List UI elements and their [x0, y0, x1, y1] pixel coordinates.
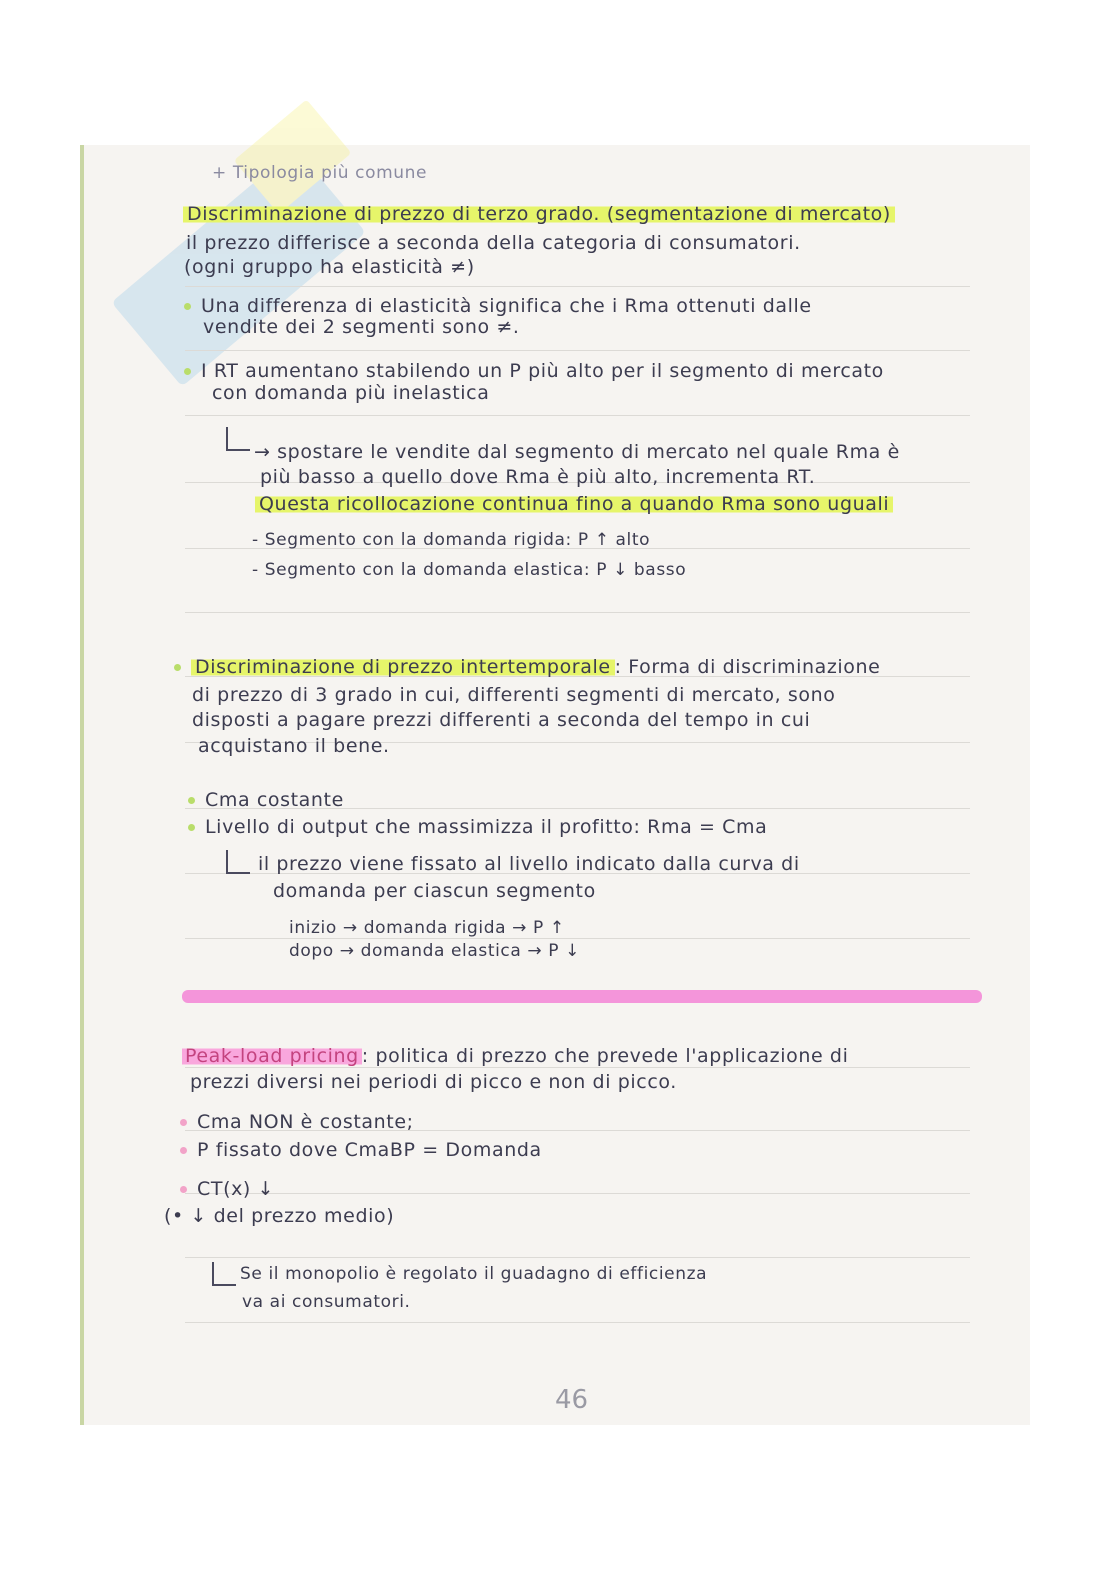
text-line: acquistano il bene. [198, 735, 390, 757]
bullet-text: I RT aumentano stabilendo un P più alto per il segmento di mercato [201, 360, 884, 382]
text-line: va ai consumatori. [242, 1292, 411, 1312]
bullet-dot-icon [184, 303, 191, 310]
text-line: prezzi diversi nei periodi di picco e non di picco. [190, 1071, 677, 1093]
dash-item: - Segmento con la domanda elastica: P ↓ basso [252, 560, 687, 580]
text-line: disposti a pagare prezzi differenti a seconda del tempo in cui [192, 709, 811, 731]
text-line: vendite dei 2 segmenti sono ≠. [203, 316, 520, 338]
bullet-dot-icon [188, 824, 195, 831]
text-line: → spostare le vendite dal segmento di mercato nel quale Rma è [254, 441, 900, 463]
text-line: di prezzo di 3 grado in cui, differenti segmenti di mercato, sono [192, 684, 836, 706]
flow-row: inizio → domanda rigida → P ↑ [289, 918, 565, 938]
text-line: con domanda più inelastica [212, 382, 490, 404]
bullet-text: Cma NON è costante; [197, 1111, 414, 1133]
pink-highlighter-divider [182, 990, 982, 1003]
bullet-item [180, 1139, 542, 1161]
page-edge [80, 145, 84, 1425]
text-line: più basso a quello dove Rma è più alto, incrementa RT. [260, 466, 816, 488]
bullet-item [184, 360, 884, 382]
bullet-dot-icon [180, 1147, 187, 1154]
section-title-third-degree [183, 203, 895, 225]
section-title-rest: : Forma di discriminazione [614, 656, 881, 678]
text-line: (• ↓ del prezzo medio) [164, 1205, 395, 1227]
page-number: 46 [555, 1385, 589, 1415]
arrow-hook-icon [226, 427, 250, 451]
text-line: il prezzo differisce a seconda della categoria di consumatori. [186, 232, 801, 254]
text-line: Se il monopolio è regolato il guadagno di efficienza [240, 1264, 708, 1284]
bullet-dot-icon [180, 1186, 187, 1193]
text-line: il prezzo viene fissato al livello indicato dalla curva di [258, 853, 800, 875]
flow-row: dopo → domanda elastica → P ↓ [289, 941, 580, 961]
section-title-text: Discriminazione di prezzo intertemporale [191, 656, 615, 678]
section-title-text: Discriminazione di prezzo di terzo grado. (segmentazione di mercato) [183, 203, 895, 225]
bullet-dot-icon [174, 664, 181, 671]
highlight-text: Questa ricollocazione continua fino a quando Rma sono uguali [255, 493, 893, 515]
text-line: (ogni gruppo ha elasticità ≠) [184, 256, 475, 278]
bullet-dot-icon [180, 1119, 187, 1126]
section-title-intertemporal [174, 656, 880, 678]
text-line: domanda per ciascun segmento [273, 880, 596, 902]
section-title-rest: : politica di prezzo che prevede l'applicazione di [361, 1045, 849, 1067]
bullet-text: Livello di output che massimizza il profitto: Rma = Cma [205, 816, 768, 838]
bullet-text: P fissato dove CmaBP = Domanda [197, 1139, 542, 1161]
bullet-dot-icon [188, 797, 195, 804]
bullet-item [188, 789, 344, 811]
arrow-hook-icon [226, 850, 250, 874]
bullet-text: Cma costante [205, 789, 344, 811]
bullet-item [184, 295, 812, 317]
bullet-item [180, 1111, 414, 1133]
bullet-text: CT(x) ↓ [197, 1178, 275, 1200]
arrow-hook-icon [212, 1262, 236, 1286]
dash-item: - Segmento con la domanda rigida: P ↑ alto [252, 530, 651, 550]
bullet-dot-icon [184, 368, 191, 375]
section-title-text: Peak-load pricing [182, 1045, 362, 1067]
bullet-text: Una differenza di elasticità significa che i Rma ottenuti dalle [201, 295, 812, 317]
highlight-line [255, 493, 893, 515]
bullet-item [180, 1178, 274, 1200]
bullet-item [188, 816, 767, 838]
header-note: + Tipologia più comune [212, 163, 428, 183]
section-title-peak-load [182, 1045, 848, 1067]
